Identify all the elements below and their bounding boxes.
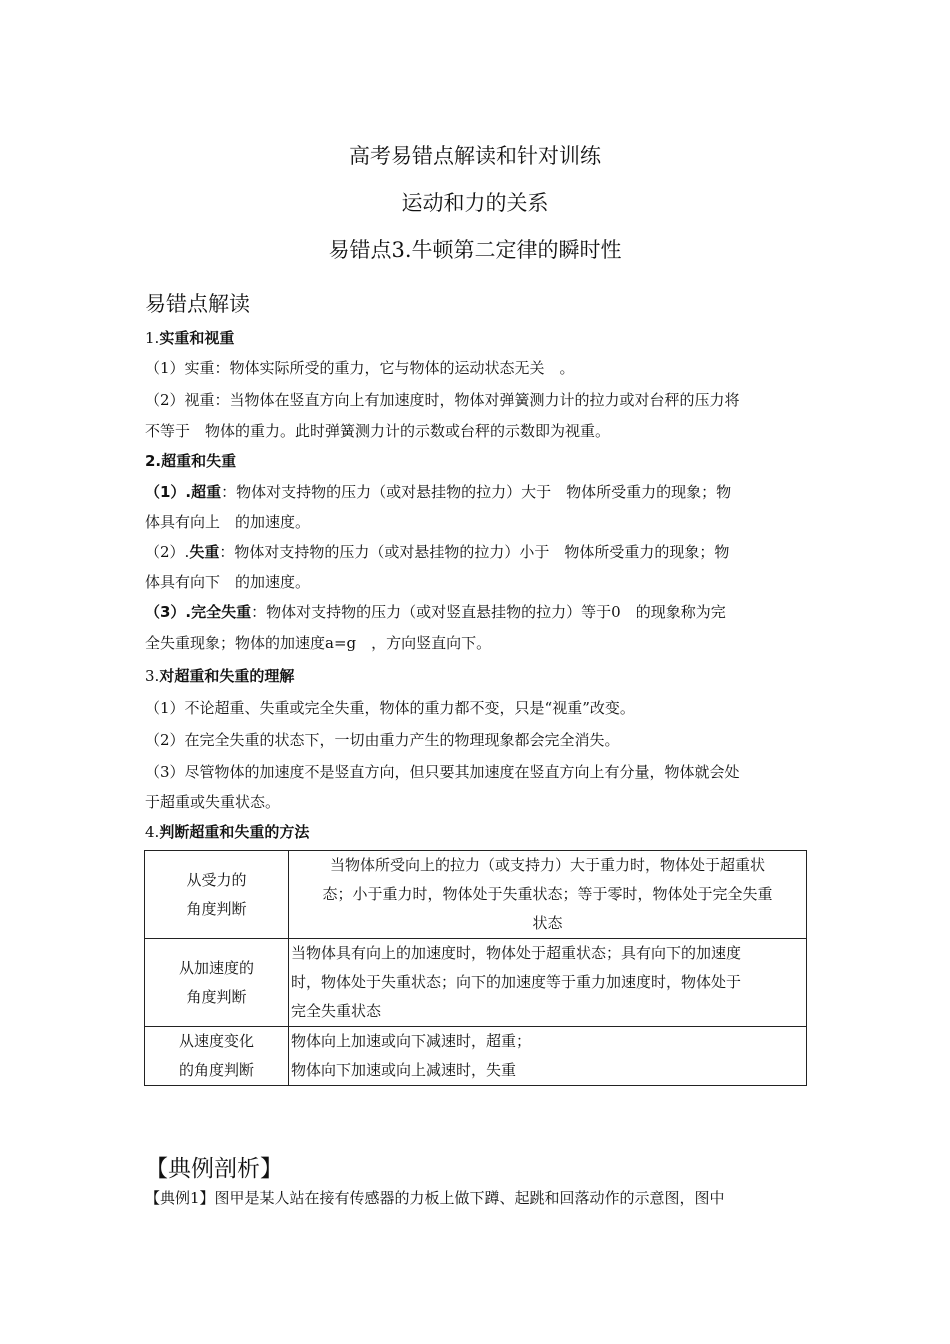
s1-heading-text: 实重和视重 [159,329,235,347]
s3-heading-text: 对超重和失重的理解 [159,667,295,685]
s2-b-key: 失重 [189,543,220,561]
s2-a-text1: ：物体对支持物的压力（或对悬挂物的拉力）大于 物体所受重力的现象；物 [221,483,732,501]
s2-c-line1 [145,601,726,622]
s2-c-num: （3）. [145,603,192,621]
s2-c-line2: 全失重现象；物体的加速度a=g ，方向竖直向下。 [145,634,492,652]
section-title: 易错点解读 [145,292,250,316]
table-row-label: 从受力的 角度判断 [145,851,289,939]
judgement-table [144,850,807,1086]
example-tag: 【典例1】 [145,1189,215,1207]
point-title: 易错点3.牛顿第二定律的瞬时性 [328,238,622,262]
s2-heading: 2.超重和失重 [145,452,237,470]
table-row [145,851,807,939]
table-row-content: 当物体所受向上的拉力（或支持力）大于重力时，物体处于超重状 态；小于重力时，物体处于失重状态；等于零时，物体处于完全失重 状态 [289,851,807,939]
s1-heading [145,327,234,348]
s1-heading-num: 1. [145,329,160,347]
s1-p2a: （2）视重：当物体在竖直方向上有加速度时，物体对弹簧测力计的拉力或对台秤的压力将 [145,391,740,409]
s4-heading-num: 4. [145,823,160,841]
table-row-label: 从速度变化 的角度判断 [145,1027,289,1086]
s2-c-text1: ：物体对支持物的压力（或对竖直悬挂物的拉力）等于0 的现象称为完 [251,603,726,621]
s2-b-line2: 体具有向下 的加速度。 [145,573,311,591]
s3-heading [145,665,294,686]
table-row-label: 从加速度的 角度判断 [145,939,289,1027]
s2-b-num: （2）. [145,543,190,561]
example-line [145,1187,725,1208]
s3-p2: （2）在完全失重的状态下，一切由重力产生的物理现象都会完全消失。 [145,731,620,749]
s1-p2b: 不等于 物体的重力。此时弹簧测力计的示数或台秤的示数即为视重。 [145,422,611,440]
s2-a-line1 [145,481,731,502]
s2-c-key: 完全失重 [191,603,252,621]
s2-a-line2: 体具有向上 的加速度。 [145,513,311,531]
s1-p1: （1）实重：物体实际所受的重力，它与物体的运动状态无关 。 [145,359,575,377]
chapter-title: 运动和力的关系 [401,191,549,215]
s3-p3b: 于超重或失重状态。 [145,793,281,811]
s2-a-num: （1）. [145,483,192,501]
s3-p1: （1）不论超重、失重或完全失重，物体的重力都不变，只是“视重”改变。 [145,699,635,717]
table-row-content: 物体向上加速或向下减速时，超重； 物体向下加速或向上减速时，失重 [289,1027,807,1086]
s3-heading-num: 3. [145,667,160,685]
s4-heading [145,821,309,842]
s2-b-line1 [145,541,729,562]
table-row [145,939,807,1027]
example-section-title: 【典例剖析】 [145,1156,283,1182]
table-row [145,1027,807,1086]
main-title: 高考易错点解读和针对训练 [349,144,601,168]
s2-a-key: 超重 [191,483,222,501]
s4-heading-text: 判断超重和失重的方法 [159,823,310,841]
s2-b-text1: ：物体对支持物的压力（或对悬挂物的拉力）小于 物体所受重力的现象；物 [219,543,730,561]
s3-p3a: （3）尽管物体的加速度不是竖直方向，但只要其加速度在竖直方向上有分量，物体就会处 [145,763,740,781]
example-text: 图甲是某人站在接有传感器的力板上做下蹲、起跳和回落动作的示意图，图中 [214,1189,725,1207]
table-row-content: 当物体具有向上的加速度时，物体处于超重状态；具有向下的加速度 时，物体处于失重状态；向下的加速度等于重力加速度时，物体处于 完全失重状态 [289,939,807,1027]
